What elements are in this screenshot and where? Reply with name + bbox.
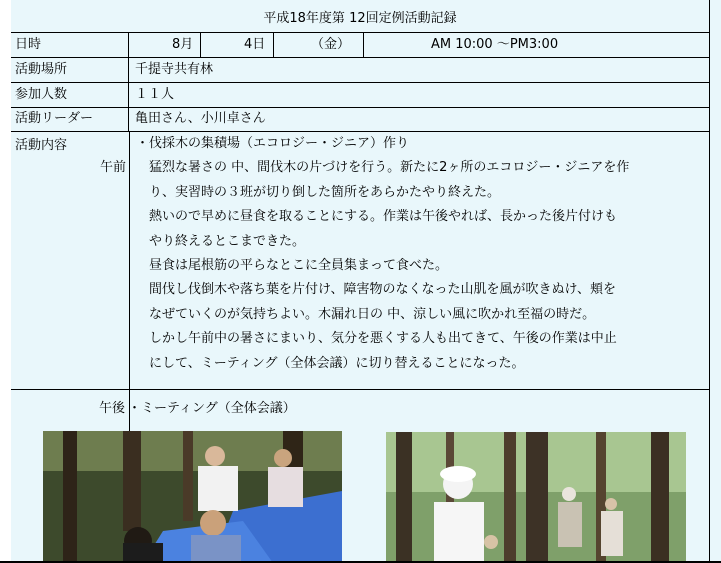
am-line: り、実習時の３班が切り倒した箇所をあらかたやり終えた。 — [136, 184, 501, 200]
left-margin — [0, 0, 11, 563]
am-line: 昼食は尾根筋の平らなとこに全員集まって食べた。 — [136, 258, 449, 274]
datetime-row — [11, 33, 709, 58]
place-label: 活動場所 — [11, 58, 129, 82]
am-line: 間伐し伐倒木や落ち葉を片付け、障害物のなくなった山肌を風が吹きぬけ、頬を — [136, 282, 616, 298]
participants-row — [11, 83, 709, 108]
leader-label: 活動リーダー — [11, 107, 129, 131]
place-value: 千提寺共有林 — [135, 62, 214, 77]
participants-label: 参加人数 — [11, 83, 129, 107]
am-line: 熱いので早めに昼食を取ることにする。作業は午後やれば、長かった後片付けも — [136, 209, 618, 225]
cell-divider — [273, 33, 274, 57]
pm-label: 午後 — [99, 401, 126, 416]
datetime-day: 4日 — [244, 37, 266, 52]
pm-content: ・ミーティング（全体会議） — [128, 401, 296, 416]
leader-row — [11, 107, 709, 132]
table-right-border — [709, 0, 710, 563]
content-divider — [129, 131, 130, 431]
datetime-month: 8月 — [172, 37, 194, 52]
am-line: なぜていくのが気持ちよい。木漏れ日の 中、涼しい風に吹かれ至福の時だ。 — [136, 306, 596, 322]
cell-divider — [363, 33, 364, 57]
page-title: 平成18年度第 12回定例活動記録 — [11, 0, 709, 33]
content-label: 活動内容 — [15, 138, 68, 153]
am-line: にして、ミーティング（全体会議）に切り替えることになった。 — [136, 355, 525, 371]
am-line: 猛烈な暑さの 中、間伐木の片づけを行う。新たに2ヶ所のエコロジー・ジニアを作 — [136, 160, 630, 176]
leader-value: 亀田さん、小川卓さん — [135, 111, 266, 126]
am-line: ・伐採木の集積場（エコロジー・ジニア）作り — [136, 136, 410, 151]
am-label: 午前 — [100, 160, 127, 175]
photo-lunch-group — [43, 431, 342, 563]
place-row — [11, 58, 709, 83]
photo-forest-workers — [386, 432, 686, 563]
datetime-label: 日時 — [11, 33, 129, 57]
am-line: やり終えるとこまできた。 — [136, 233, 306, 249]
pm-divider — [11, 389, 709, 390]
cell-divider — [200, 33, 201, 57]
am-line: しかし午前中の暑さにまいり、気分を悪くする人も出てきて、午後の作業は中止 — [136, 331, 617, 347]
datetime-time: AM 10:00 ～PM3:00 — [431, 37, 559, 52]
participants-value: １１人 — [135, 87, 175, 102]
datetime-weekday: （金） — [311, 37, 351, 52]
am-content — [136, 132, 696, 376]
